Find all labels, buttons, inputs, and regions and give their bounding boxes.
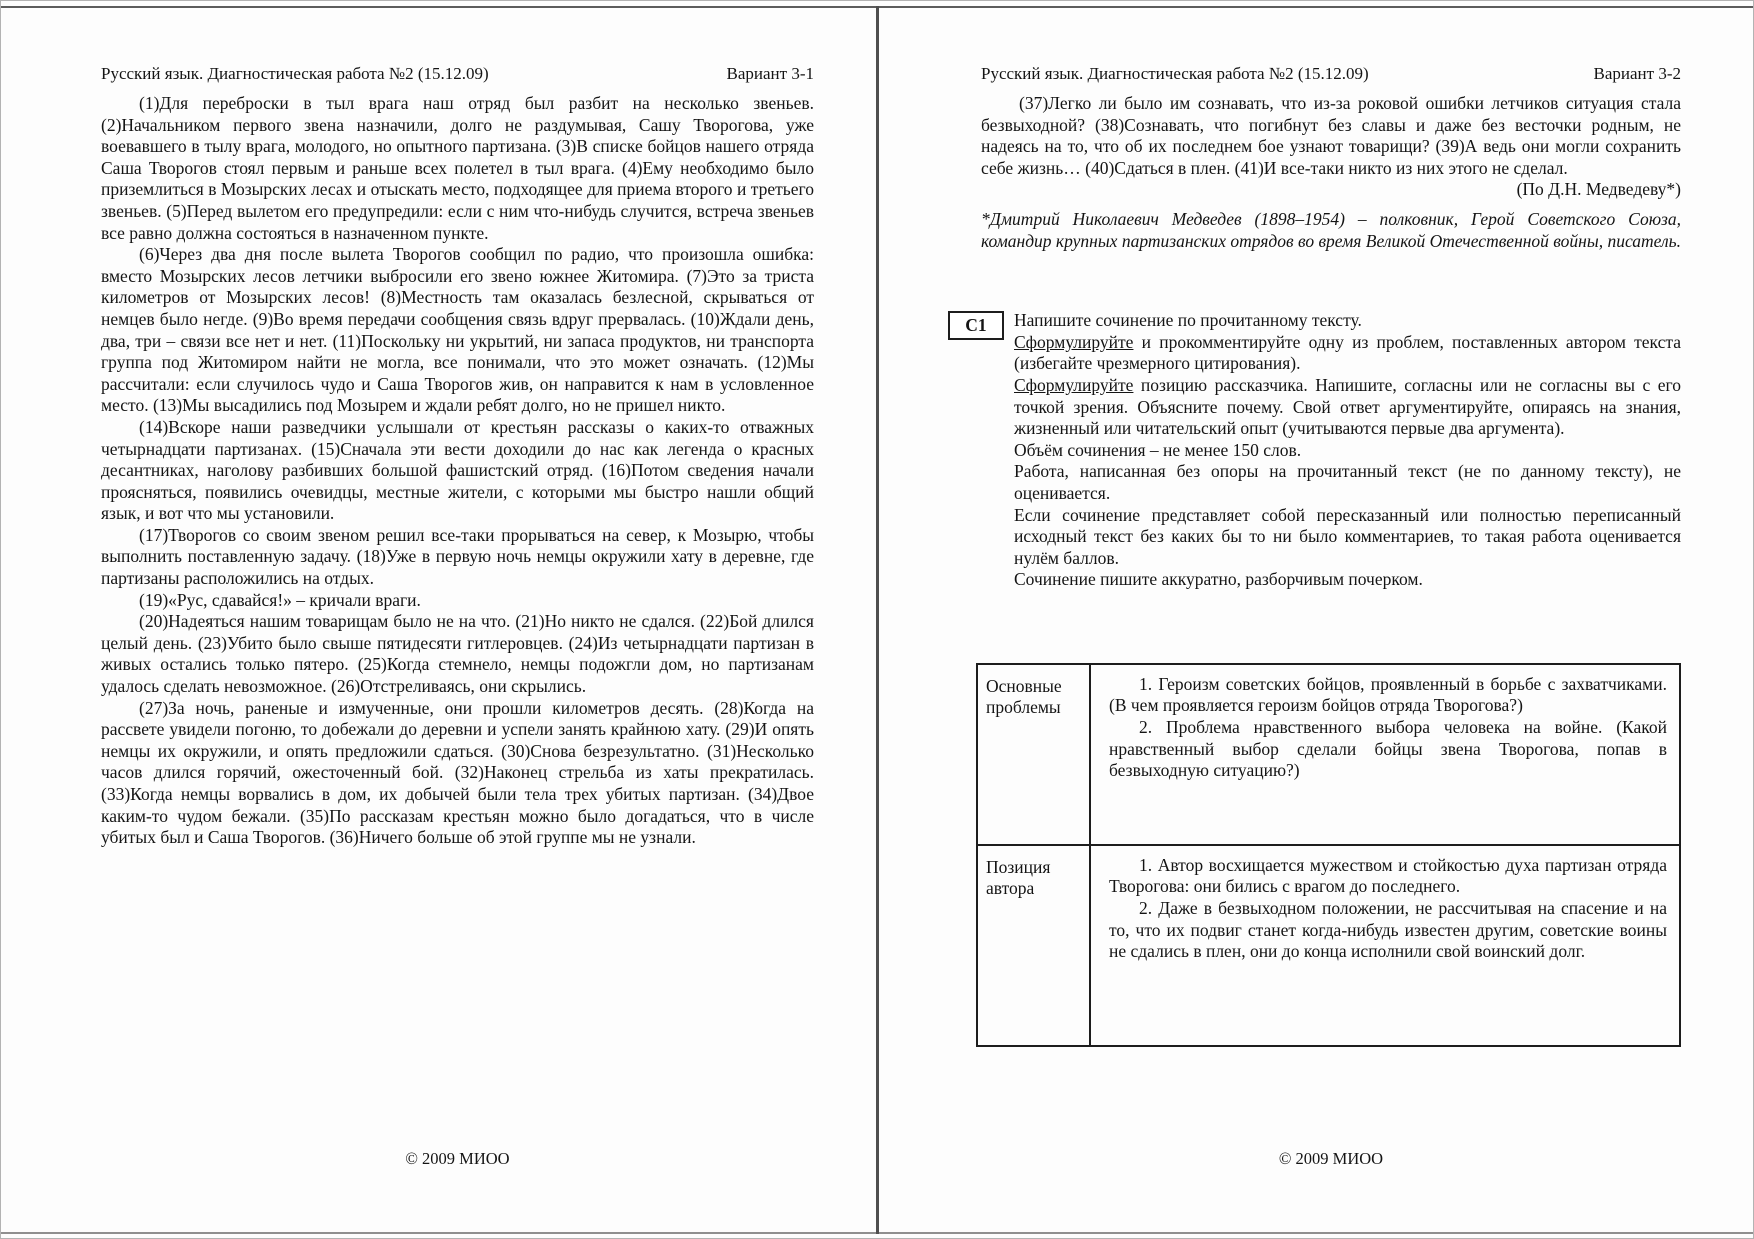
task-line (1014, 375, 1681, 440)
row-content (1090, 664, 1680, 845)
text-paragraph: (20)Надеяться нашим товарищам было не на что. (21)Но никто не сдался. (22)Бой длился целый день. (23)Убито было свыше пятидесяти гитлеровцев. (24)Из четырнадцати партизан в живых остались только пятеро. (25)Когда стемнело, немцы подожгли дом, но партизанам удалось сделать невозможное. (26)Отстреливаясь, они скрылись. (101, 611, 814, 697)
task-line: Напишите сочинение по прочитанному тексту. (1014, 310, 1362, 331)
underlined-word: Сформулируйте (1014, 331, 1134, 352)
row-item: 2. Проблема нравственного выбора человека на войне. (Какой нравственный выбор сделали бойцы звена Творогова, попав в безвыходную ситуацию?) (1109, 717, 1667, 781)
text-paragraph: (17)Творогов со своим звеном решил все-таки прорываться на север, к Мозырю, чтобы выполнить поставленную задачу. (18)Уже в первую ночь немцы окружили хату в деревне, где партизаны расположились на отдых. (101, 524, 814, 589)
page-footer: © 2009 МИОО (1278, 1149, 1384, 1168)
text-paragraph: (19)«Рус, сдавайся!» – кричали враги. (139, 589, 421, 610)
text-paragraph: (37)Легко ли было им сознавать, что из-за роковой ошибки летчиков ситуация стала безвыходной? (38)Сознавать, что погибнут без славы и даже без весточки родным, не надеясь на то, что об их последнем бое узнают товарищи? (39)А ведь они могли сохранить себе жизнь… (40)Сдаться в плен. (41)И все-таки никто из них этого не сделал. (981, 93, 1681, 178)
header-variant: Вариант 3-2 (1593, 64, 1681, 83)
task-line-rest: и прокомментируйте одну из проблем, поставленных автором текста (избегайте чрезмерного цитирования). (1014, 331, 1681, 374)
row-item: 2. Даже в безвыходном положении, не рассчитывая на спасение и на то, что их подвиг станет когда-нибудь известен другим, советские воины не сдались в плен, они до конца исполнили свой воинский долг. (1109, 898, 1667, 962)
page-header (101, 63, 814, 85)
header-title: Русский язык. Диагностическая работа №2 (15.12.09) (981, 64, 1369, 83)
author-attribution: (По Д.Н. Медведеву*) (1516, 179, 1681, 200)
row-content (1090, 845, 1680, 1046)
task-c1-text (1014, 310, 1681, 591)
author-footnote: *Дмитрий Николаевич Медведев (1898–1954) – полковник, Герой Советского Союза, командир крупных партизанских отрядов во время Великой Отечественной войны, писатель. (981, 208, 1681, 251)
text-body (101, 93, 814, 849)
row-item: 1. Героизм советских бойцов, проявленный в борьбе с захватчиками. (В чем проявляется героизм бойцов отряда Творогова?) (1109, 673, 1667, 716)
header-variant: Вариант 3-1 (726, 64, 814, 83)
text-paragraph: (27)За ночь, раненые и измученные, они прошли километров десять. (28)Когда на рассвете увидели погоню, то добежали до деревни и успели занять крайнюю хату. (29)И опять немцы их окружили, и опять предложили сдаться. (30)Снова безрезультатно. (31)Несколько часов длился горячий, ожесточенный бой. (32)Наконец стрельба из хаты прекратилась. (33)Когда немцы ворвались в дом, их добычей были тела трех убитых партизан. (34)Двое каким-то чудом бежали. (35)По рассказам крестьян можно было догадаться, что в числе убитых был и Саша Творогов. (36)Ничего больше об этой группе мы не узнали. (101, 697, 814, 848)
task-c1-block (965, 310, 1681, 591)
text-paragraph: (6)Через два дня после вылета Творогов сообщил по радио, что произошла ошибка: вместо Мозырских лесов летчики выбросили его звено южнее Житомира. (7)Это за триста километров от Мозырских лесов! (8)Местность там оказалась безлесной, скрываться от немцев было негде. (9)Во время передачи сообщения связь вдруг прервалась. (10)Ждали день, два, три – связи все нет и нет. (11)Поскольку ни укрытий, ни запаса продуктов, ни транспорта группа под Житомиром найти не могла, все понимали, что это может означать. (12)Мы рассчитали: если случилось чудо и Саша Творогов жив, он направится к нам в условленное место. (13)Мы высадились под Мозырем и ждали ребят долго, но не пришел никто. (101, 244, 814, 416)
task-c1-label-box: С1 (948, 311, 1004, 340)
row-item: 1. Автор восхищается мужеством и стойкостью духа партизан отряда Творогова: они бились с врагом до последнего. (1109, 854, 1667, 897)
page-variant-3-1 (1, 8, 876, 1233)
row-header: Позиция автора (977, 845, 1090, 1046)
text-paragraph: (14)Вскоре наши разведчики услышали от крестьян рассказы о каких-то отважных четырнадцати партизанах. (15)Сначала эти вести доходили до нас как легенда о красных десантниках, наголову разбивших большой фашистский отряд. (16)Потом сведения начали проясняться, появились очевидцы, местные жители, с которыми мы быстро нашли общий язык, и вот что мы установили. (101, 416, 814, 524)
table-row (977, 664, 1680, 845)
text-paragraph: (1)Для переброски в тыл врага наш отряд был разбит на несколько звеньев. (2)Начальником первого звена назначили, долго не раздумывая, Сашу Творогова, уже воевавшего в тылу врага, молодого, но опытного партизана. (3)В списке бойцов нашего отряда Саша Творогов стоял первым и раньше всех полетел в тыл врага. (4)Ему необходимо было приземлиться в Мозырских лесах и отыскать место, подходящее для приема второго и третьего звеньев. (5)Перед вылетом его предупредили: если с ним что-нибудь случится, встреча звеньев все равно должна состояться в назначенном пункте. (101, 93, 814, 243)
task-line: Объём сочинения – не менее 150 слов. (1014, 439, 1302, 460)
row-header: Основные проблемы (977, 664, 1090, 845)
page-footer: © 2009 МИОО (405, 1149, 510, 1168)
underlined-word: Сформулируйте (1014, 374, 1134, 395)
task-line: Если сочинение представляет собой пересказанный или полностью переписанный исходный текст без каких бы то ни было комментариев, то такая работа оценивается нулём баллов. (1014, 504, 1681, 568)
task-line-rest: позицию рассказчика. Напишите, согласны или не согласны вы с его точкой зрения. Объясните почему. Свой ответ аргументируйте, опираясь на знания, жизненный или читательский опыт (учитываются первые два аргумента). (1014, 374, 1681, 439)
problems-table (976, 663, 1681, 1047)
task-line (1014, 332, 1681, 375)
task-line: Работа, написанная без опоры на прочитанный текст (не по данному тексту), не оценивается. (1014, 461, 1681, 503)
page-variant-3-2 (879, 8, 1754, 1233)
header-title: Русский язык. Диагностическая работа №2 (15.12.09) (101, 64, 489, 83)
task-line: Сочинение пишите аккуратно, разборчивым почерком. (1014, 569, 1423, 590)
text-body (965, 93, 1681, 1047)
page-header (981, 63, 1681, 85)
table-row (977, 845, 1680, 1046)
